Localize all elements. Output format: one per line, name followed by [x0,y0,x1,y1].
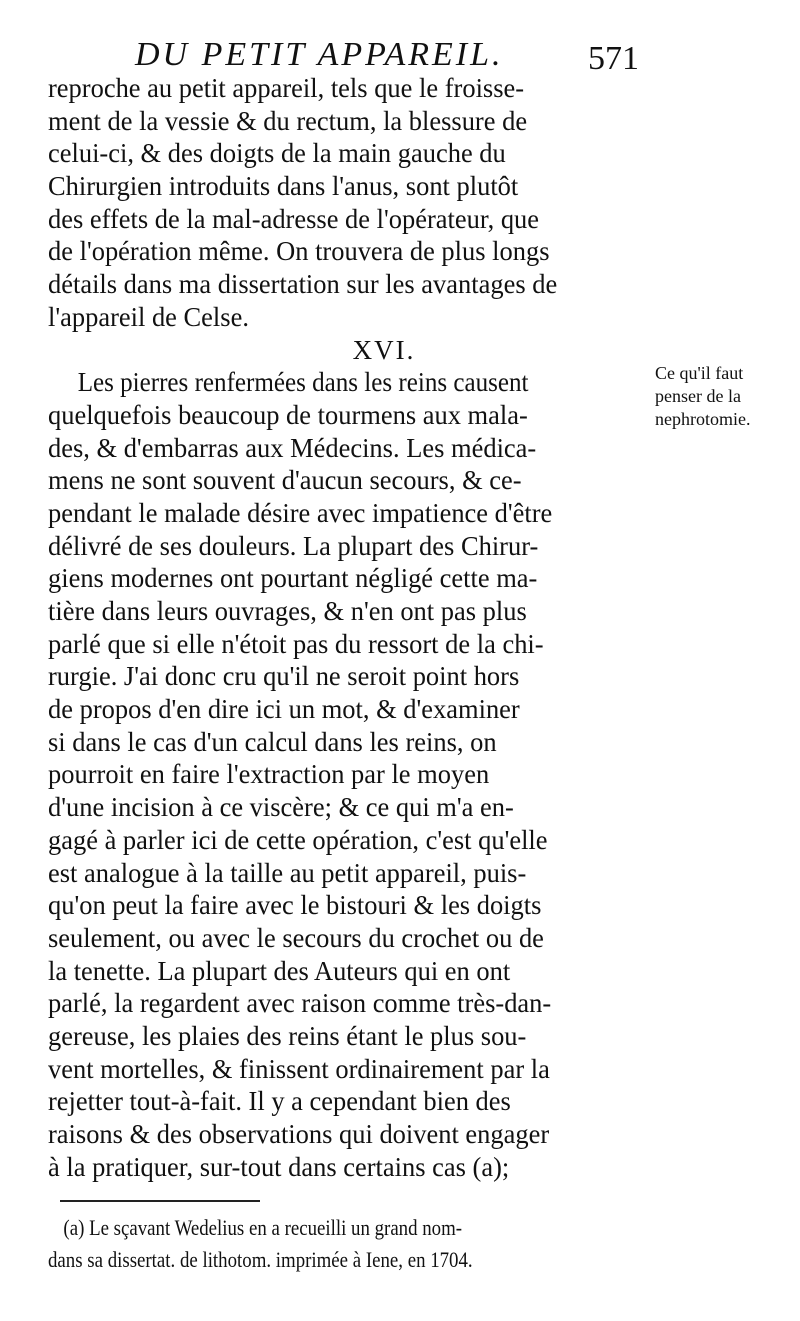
footnote-line: (a) Le sçavant Wedelius en a recueilli un grand nom- [63,1215,463,1240]
text-line: ment de la vessie & du rectum, la blessure de [48,105,528,136]
text-line: celui-ci, & des doigts de la main gauche du [48,138,506,169]
text-line: de l'opération même. On trouvera de plus longs [48,236,550,267]
text-line: pendant le malade désire avec impatience d'être [48,497,553,528]
text-line: est analogue à la taille au petit appareil, puis- [48,857,527,888]
text-line: la tenette. La plupart des Auteurs qui en ont [48,955,511,986]
text-line: rejetter tout-à-fait. Il y a cependant bien des [48,1086,511,1117]
text-line: détails dans ma dissertation sur les avantages de [48,269,558,300]
text-line: qu'on peut la faire avec le bistouri & les doigts [48,890,542,921]
text-line: d'une incision à ce viscère; & ce qui m'a en- [48,792,514,823]
section-heading: XVI. [352,334,416,365]
text-line: giens modernes ont pourtant négligé cette ma- [48,563,538,594]
text-line: raisons & des observations qui doivent engager [48,1119,550,1149]
text-line: des effets de la mal-adresse de l'opérateur, que [48,203,540,234]
text-line: l'appareil de Celse. [48,301,249,332]
text-line: à la pratiquer, sur-tout dans certains cas (a); [48,1151,510,1182]
marginal-note-line: nephrotomie. [655,409,751,429]
text-line: tière dans leurs ouvrages, & n'en ont pas plus [48,596,527,626]
text-line: des, & d'embarras aux Médecins. Les médica- [48,432,537,463]
text-line: seulement, ou avec le secours du crochet ou de [48,922,544,953]
text-line: mens ne sont souvent d'aucun secours, & ce- [48,465,522,496]
text-line: délivré de ses douleurs. La plupart des Chirur- [48,530,539,561]
marginal-note-line: penser de la [655,386,741,406]
text-line: si dans le cas d'un calcul dans les reins, on [48,726,497,757]
page-number: 571 [588,40,639,77]
text-line: de propos d'en dire ici un mot, & d'examiner [48,694,520,725]
text-line: parlé que si elle n'étoit pas du ressort de la chi- [48,628,544,659]
footnote-divider [60,1200,260,1202]
text-line: vent mortelles, & finissent ordinairement par la [48,1053,550,1084]
text-line: reproche au petit appareil, tels que le froisse- [48,73,525,103]
text-line: Chirurgien introduits dans l'anus, sont plutôt [48,171,519,202]
text-line: pourroit en faire l'extraction par le moyen [48,759,490,790]
footnote-line: dans sa dissertat. de lithotom. imprimée à Iene, en 1704. [48,1247,473,1272]
marginal-note [655,362,795,431]
text-line: gagé à parler ici de cette opération, c'est qu'elle [48,824,548,855]
text-line: parlé, la regardent avec raison comme très-dan- [48,988,552,1019]
text-line: quelquefois beaucoup de tourmens aux mala- [48,399,528,430]
running-head [0,30,800,78]
marginal-note-line: Ce qu'il faut [655,363,744,383]
text-line: rurgie. J'ai donc cru qu'il ne seroit point hors [48,661,520,692]
footnote [48,1212,748,1276]
text-line: Les pierres renfermées dans les reins causent [77,367,529,398]
running-title: DU PETIT APPAREIL. [135,36,504,73]
body-text [48,72,660,1183]
text-line: gereuse, les plaies des reins étant le plus sou- [48,1020,527,1051]
